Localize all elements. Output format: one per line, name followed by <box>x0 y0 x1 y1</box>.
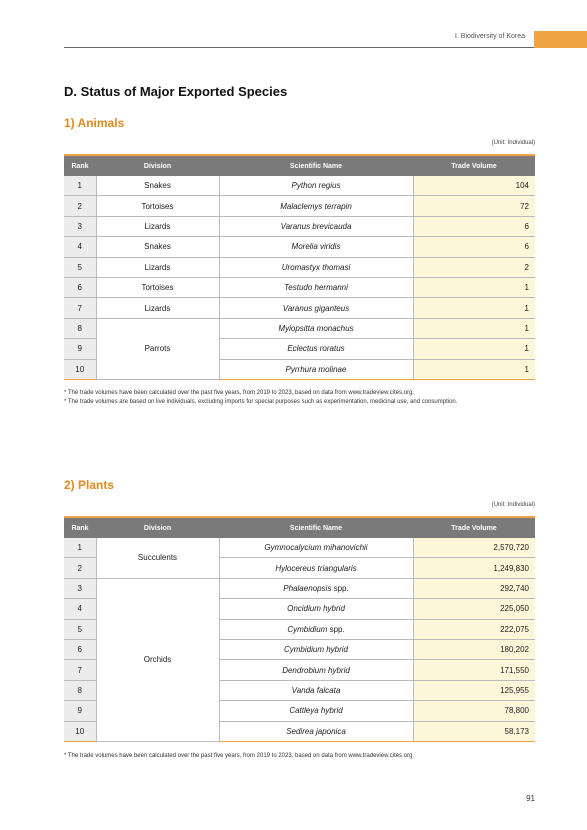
scientific-name-cell <box>219 578 413 598</box>
section-title: D. Status of Major Exported Species <box>64 84 288 99</box>
header-rule <box>64 47 534 48</box>
scientific-name-cell: Sedirea japonica <box>219 721 413 741</box>
scientific-name-cell: Eclectus roratus <box>219 339 413 359</box>
table-row <box>64 318 535 338</box>
col-trade-volume: Trade Volume <box>413 517 535 538</box>
scientific-name-cell: Varanus giganteus <box>219 298 413 318</box>
division-cell: Snakes <box>96 237 219 257</box>
page-number: 91 <box>526 794 535 803</box>
spp-suffix: spp. <box>329 624 345 634</box>
col-division: Division <box>96 517 219 538</box>
rank-cell: 10 <box>64 721 96 741</box>
trade-volume-cell: 1 <box>413 277 535 297</box>
scientific-name-cell: Cattleya hybrid <box>219 701 413 721</box>
rank-cell: 6 <box>64 639 96 659</box>
division-cell: Succulents <box>96 538 219 578</box>
scientific-name-cell: Gymnocalycium mihanovichii <box>219 538 413 558</box>
scientific-name-cell: Testudo hermanni <box>219 277 413 297</box>
trade-volume-cell: 104 <box>413 176 535 196</box>
scientific-name-cell: Pyrrhura molinae <box>219 359 413 379</box>
rank-cell: 1 <box>64 538 96 558</box>
trade-volume-cell: 1 <box>413 359 535 379</box>
table-row <box>64 237 535 257</box>
trade-volume-cell: 78,800 <box>413 701 535 721</box>
trade-volume-cell: 1 <box>413 318 535 338</box>
col-scientific-name: Scientific Name <box>219 155 413 176</box>
scientific-name-cell: Varanus brevicauda <box>219 216 413 236</box>
rank-cell: 5 <box>64 257 96 277</box>
rank-cell: 4 <box>64 599 96 619</box>
division-cell: Tortoises <box>96 277 219 297</box>
division-cell: Tortoises <box>96 196 219 216</box>
division-cell: Lizards <box>96 216 219 236</box>
table-row <box>64 196 535 216</box>
trade-volume-cell: 125,955 <box>413 680 535 700</box>
genus-text: Cymbidium <box>287 624 328 634</box>
trade-volume-cell: 6 <box>413 237 535 257</box>
rank-cell: 7 <box>64 660 96 680</box>
scientific-name-cell: Python regius <box>219 176 413 196</box>
scientific-name-cell: Malaclemys terrapin <box>219 196 413 216</box>
division-cell: Parrots <box>96 318 219 379</box>
trade-volume-cell: 225,050 <box>413 599 535 619</box>
plants-unit: (Unit: Individual) <box>491 502 535 508</box>
division-cell: Lizards <box>96 257 219 277</box>
running-header: Ⅰ. Biodiversity of Korea <box>454 33 525 40</box>
col-rank: Rank <box>64 517 96 538</box>
rank-cell: 7 <box>64 298 96 318</box>
col-trade-volume: Trade Volume <box>413 155 535 176</box>
plants-table <box>64 516 535 742</box>
trade-volume-cell: 2 <box>413 257 535 277</box>
division-cell: Snakes <box>96 176 219 196</box>
note-line: * The trade volumes have been calculated over the past five years, from 2019 to 2023, based on data from www.tradeview.cites.org. <box>64 390 415 396</box>
note-line: * The trade volumes have been calculated over the past five years, from 2019 to 2023, based on data from www.tradeview.cites.org <box>64 753 413 759</box>
trade-volume-cell: 1 <box>413 298 535 318</box>
trade-volume-cell: 58,173 <box>413 721 535 741</box>
scientific-name-cell: Cymbidium hybrid <box>219 639 413 659</box>
trade-volume-cell: 72 <box>413 196 535 216</box>
trade-volume-cell: 292,740 <box>413 578 535 598</box>
rank-cell: 3 <box>64 216 96 236</box>
plants-title: 2) Plants <box>64 478 115 492</box>
rank-cell: 4 <box>64 237 96 257</box>
table-row <box>64 298 535 318</box>
scientific-name-cell <box>219 619 413 639</box>
col-scientific-name: Scientific Name <box>219 517 413 538</box>
scientific-name-cell: Oncidium hybrid <box>219 599 413 619</box>
table-row <box>64 257 535 277</box>
table-header-row <box>64 155 535 176</box>
rank-cell: 2 <box>64 558 96 578</box>
rank-cell: 5 <box>64 619 96 639</box>
rank-cell: 9 <box>64 339 96 359</box>
scientific-name-cell: Vanda falcata <box>219 680 413 700</box>
table-row <box>64 176 535 196</box>
trade-volume-cell: 1 <box>413 339 535 359</box>
rank-cell: 8 <box>64 680 96 700</box>
animals-unit: (Unit: Individual) <box>491 140 535 146</box>
rank-cell: 3 <box>64 578 96 598</box>
animals-title: 1) Animals <box>64 116 125 130</box>
trade-volume-cell: 222,075 <box>413 619 535 639</box>
header-accent-tab <box>534 31 587 48</box>
scientific-name-cell: Dendrobium hybrid <box>219 660 413 680</box>
note-line: * The trade volumes are based on live individuals, excluding imports for special purposes such as experimentation, medicinal use, and consumption. <box>64 399 458 405</box>
table-row <box>64 216 535 236</box>
table-row <box>64 538 535 558</box>
col-division: Division <box>96 155 219 176</box>
trade-volume-cell: 2,570,720 <box>413 538 535 558</box>
scientific-name-cell: Uromastyx thomasi <box>219 257 413 277</box>
rank-cell: 9 <box>64 701 96 721</box>
table-row <box>64 277 535 297</box>
rank-cell: 8 <box>64 318 96 338</box>
trade-volume-cell: 1,249,830 <box>413 558 535 578</box>
scientific-name-cell: Myiopsitta monachus <box>219 318 413 338</box>
table-row <box>64 578 535 598</box>
plants-notes <box>64 752 412 761</box>
scientific-name-cell: Hylocereus triangularis <box>219 558 413 578</box>
trade-volume-cell: 171,550 <box>413 660 535 680</box>
trade-volume-cell: 6 <box>413 216 535 236</box>
animals-table <box>64 154 535 380</box>
rank-cell: 2 <box>64 196 96 216</box>
scientific-name-cell: Morelia viridis <box>219 237 413 257</box>
animals-notes <box>64 389 457 407</box>
division-cell: Orchids <box>96 578 219 741</box>
spp-suffix: spp. <box>333 583 349 593</box>
rank-cell: 6 <box>64 277 96 297</box>
division-cell: Lizards <box>96 298 219 318</box>
trade-volume-cell: 180,202 <box>413 639 535 659</box>
genus-text: Phalaenopsis <box>283 583 332 593</box>
col-rank: Rank <box>64 155 96 176</box>
rank-cell: 1 <box>64 176 96 196</box>
rank-cell: 10 <box>64 359 96 379</box>
table-header-row <box>64 517 535 538</box>
